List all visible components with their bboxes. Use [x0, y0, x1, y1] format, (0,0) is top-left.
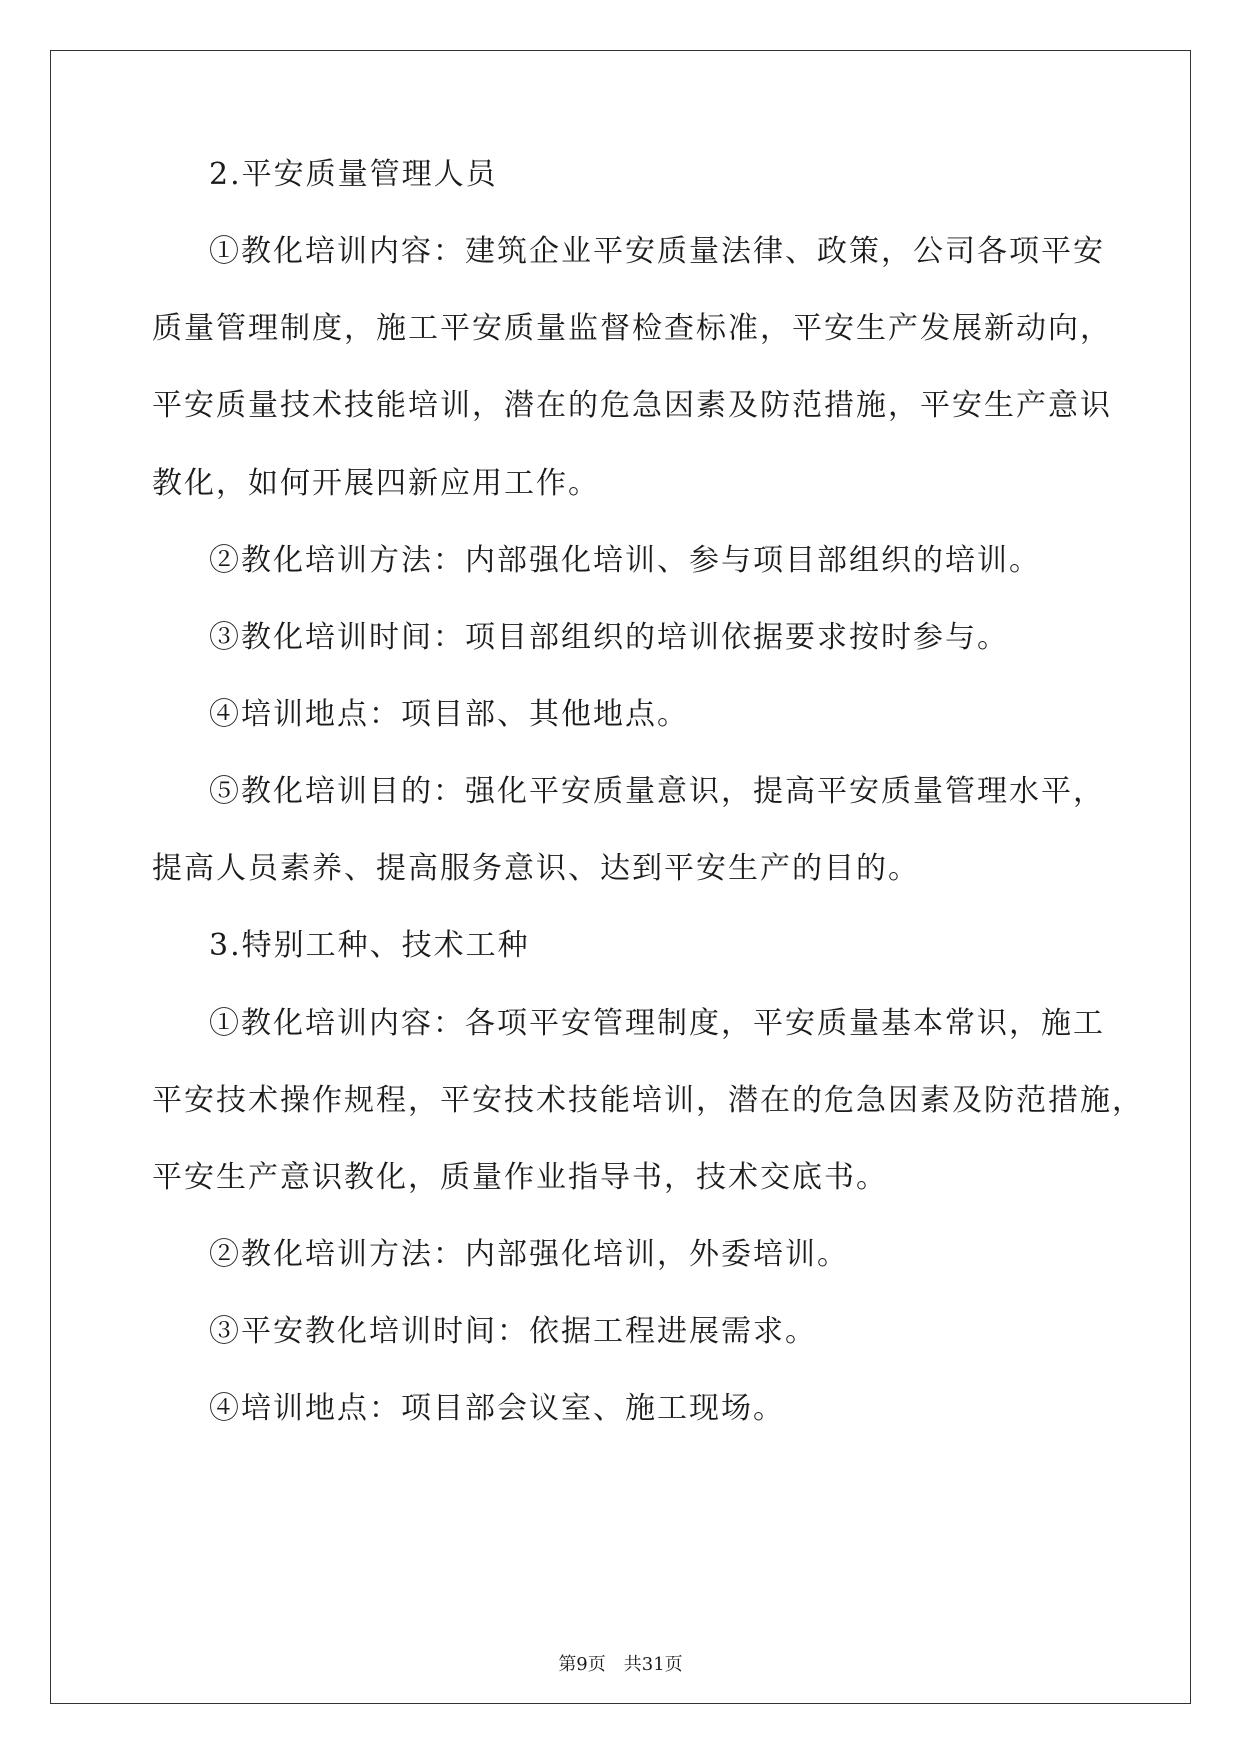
paragraph-line: 提高人员素养、提高服务意识、达到平安生产的目的。 [152, 851, 920, 886]
paragraph-line: ⑤教化培训目的：强化平安质量意识，提高平安质量管理水平， [209, 774, 1105, 809]
paragraph-line: 教化，如何开展四新应用工作。 [152, 466, 600, 501]
paragraph-line: ③教化培训时间：项目部组织的培训依据要求按时参与。 [209, 620, 1009, 655]
heading-section-2: 2.平安质量管理人员 [209, 157, 498, 192]
paragraph-line: ①教化培训内容：建筑企业平安质量法律、政策，公司各项平安 [209, 234, 1105, 269]
heading-section-3: 3.特别工种、技术工种 [209, 928, 530, 963]
paragraph-line: 质量管理制度，施工平安质量监督检查标准，平安生产发展新动向， [152, 311, 1112, 346]
page-footer [0, 1653, 1241, 1677]
page-total: 共31页 [623, 1654, 683, 1675]
page-number: 第9页 [558, 1654, 606, 1675]
paragraph-line: ④培训地点：项目部会议室、施工现场。 [209, 1391, 785, 1426]
paragraph-line: ②教化培训方法：内部强化培训，外委培训。 [209, 1237, 849, 1272]
paragraph-line: ②教化培训方法：内部强化培训、参与项目部组织的培训。 [209, 543, 1041, 578]
paragraph-line: ④培训地点：项目部、其他地点。 [209, 697, 689, 732]
paragraph-line: ③平安教化培训时间：依据工程进展需求。 [209, 1314, 817, 1349]
paragraph-line: 平安生产意识教化，质量作业指导书，技术交底书。 [152, 1160, 888, 1195]
paragraph-line: ①教化培训内容：各项平安管理制度，平安质量基本常识，施工 [209, 1006, 1105, 1041]
paragraph-line: 平安技术操作规程，平安技术技能培训，潜在的危急因素及防范措施， [152, 1083, 1144, 1118]
paragraph-line: 平安质量技术技能培训，潜在的危急因素及防范措施，平安生产意识 [152, 388, 1112, 423]
